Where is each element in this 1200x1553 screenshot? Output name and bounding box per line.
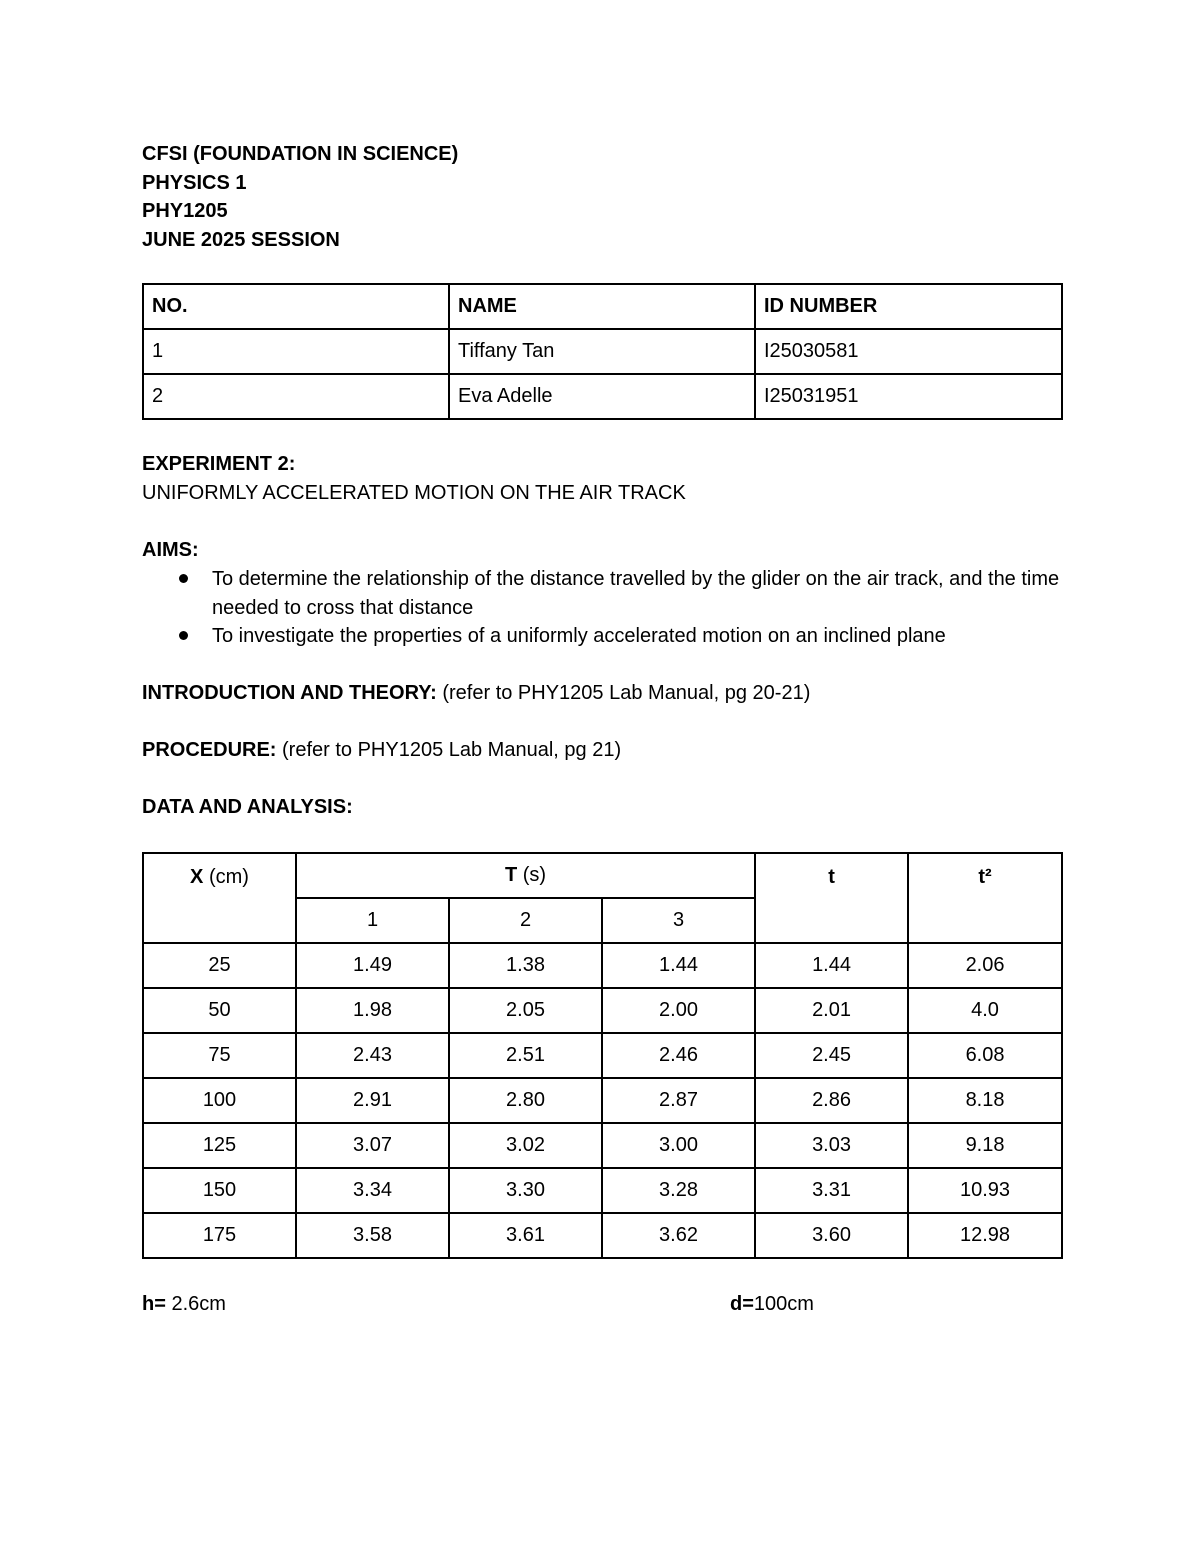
aim-text: To investigate the properties of a uniformly accelerated motion on an inclined plane — [212, 625, 946, 647]
trial-label: 1 — [296, 898, 449, 943]
member-no: 1 — [143, 329, 449, 374]
header-T-symbol: T — [504, 863, 518, 886]
cell-trial-2: 1.38 — [449, 943, 602, 988]
cell-t-avg: 2.86 — [755, 1078, 908, 1123]
subject-name: PHYSICS 1 — [142, 171, 247, 194]
data-row — [143, 943, 1062, 988]
experiment-title: UNIFORMLY ACCELERATED MOTION ON THE AIR TRACK — [142, 482, 686, 504]
aims-section — [142, 536, 1062, 651]
procedure-label: PROCEDURE: — [142, 738, 277, 761]
cell-t-avg: 3.03 — [755, 1123, 908, 1168]
cell-trial-2: 2.80 — [449, 1078, 602, 1123]
cell-t-avg: 2.45 — [755, 1033, 908, 1078]
cell-trial-3: 2.46 — [602, 1033, 755, 1078]
cell-x: 175 — [143, 1213, 296, 1258]
cell-t-squared: 9.18 — [908, 1123, 1062, 1168]
member-name: Eva Adelle — [449, 374, 755, 419]
members-header-no: NO. — [143, 284, 449, 329]
cell-t-squared: 12.98 — [908, 1213, 1062, 1258]
height-value: 2.6cm — [165, 1292, 226, 1315]
cell-trial-3: 3.00 — [602, 1123, 755, 1168]
header-x-unit: (cm) — [203, 865, 249, 888]
aim-item — [212, 622, 1062, 651]
member-id: I25030581 — [755, 329, 1062, 374]
aim-text: To determine the relationship of the distance travelled by the glider on the air track, and the time needed to cross that distance — [212, 568, 1060, 619]
cell-x: 25 — [143, 943, 296, 988]
cell-trial-2: 3.02 — [449, 1123, 602, 1168]
cell-trial-1: 2.91 — [296, 1078, 449, 1123]
height-label: h= — [142, 1292, 166, 1315]
cell-trial-2: 2.51 — [449, 1033, 602, 1078]
cell-x: 150 — [143, 1168, 296, 1213]
data-row — [143, 1213, 1062, 1258]
cell-trial-1: 3.07 — [296, 1123, 449, 1168]
header-t: t — [755, 853, 908, 943]
distance-param — [730, 1289, 814, 1319]
data-header-row — [143, 853, 1062, 898]
footer-params — [142, 1289, 1062, 1319]
cell-trial-1: 1.98 — [296, 988, 449, 1033]
cell-trial-3: 3.62 — [602, 1213, 755, 1258]
aims-label: AIMS: — [142, 539, 199, 561]
members-row — [143, 374, 1062, 419]
trial-label: 2 — [449, 898, 602, 943]
cell-x: 100 — [143, 1078, 296, 1123]
course-code: PHY1205 — [142, 200, 228, 222]
data-row — [143, 1123, 1062, 1168]
experiment-label: EXPERIMENT 2: — [142, 453, 296, 475]
height-param — [142, 1293, 226, 1315]
course-title: CFSI (FOUNDATION IN SCIENCE) — [142, 143, 459, 165]
data-analysis-section — [142, 793, 1062, 822]
cell-t-avg: 1.44 — [755, 943, 908, 988]
cell-trial-2: 3.61 — [449, 1213, 602, 1258]
cell-trial-1: 1.49 — [296, 943, 449, 988]
data-table-body — [143, 943, 1062, 1258]
cell-x: 50 — [143, 988, 296, 1033]
distance-label: d= — [730, 1292, 754, 1315]
procedure-text: (refer to PHY1205 Lab Manual, pg 21) — [276, 738, 622, 761]
members-header-name: NAME — [449, 284, 755, 329]
cell-trial-3: 2.87 — [602, 1078, 755, 1123]
cell-trial-2: 3.30 — [449, 1168, 602, 1213]
member-id: I25031951 — [755, 374, 1062, 419]
intro-text: (refer to PHY1205 Lab Manual, pg 20-21) — [436, 681, 811, 704]
header-T — [296, 853, 755, 898]
members-row — [143, 329, 1062, 374]
data-row — [143, 1033, 1062, 1078]
cell-x: 125 — [143, 1123, 296, 1168]
cell-t-avg: 2.01 — [755, 988, 908, 1033]
header-x-symbol: X — [190, 865, 204, 888]
cell-t-squared: 10.93 — [908, 1168, 1062, 1213]
trial-label: 3 — [602, 898, 755, 943]
header-t2: t² — [908, 853, 1062, 943]
document-page — [142, 140, 1062, 1319]
cell-trial-3: 2.00 — [602, 988, 755, 1033]
header-T-unit: (s) — [517, 863, 547, 886]
procedure-section — [142, 736, 1062, 765]
members-header-id: ID NUMBER — [755, 284, 1062, 329]
intro-section — [142, 679, 1062, 708]
data-row — [143, 1168, 1062, 1213]
member-no: 2 — [143, 374, 449, 419]
bullet-icon — [179, 574, 188, 583]
cell-t-avg: 3.60 — [755, 1213, 908, 1258]
data-table — [142, 852, 1063, 1259]
intro-label: INTRODUCTION AND THEORY: — [142, 681, 437, 704]
aim-item — [212, 565, 1062, 622]
cell-trial-1: 2.43 — [296, 1033, 449, 1078]
members-table — [142, 283, 1063, 420]
document-header — [142, 140, 1062, 254]
members-header-row — [143, 284, 1062, 329]
cell-x: 75 — [143, 1033, 296, 1078]
distance-value: 100cm — [753, 1292, 814, 1315]
bullet-icon — [179, 631, 188, 640]
cell-t-avg: 3.31 — [755, 1168, 908, 1213]
cell-trial-2: 2.05 — [449, 988, 602, 1033]
member-name: Tiffany Tan — [449, 329, 755, 374]
header-x — [143, 853, 296, 943]
cell-t-squared: 4.0 — [908, 988, 1062, 1033]
cell-trial-1: 3.58 — [296, 1213, 449, 1258]
session-label: JUNE 2025 SESSION — [142, 228, 340, 251]
data-row — [143, 988, 1062, 1033]
data-row — [143, 1078, 1062, 1123]
cell-t-squared: 8.18 — [908, 1078, 1062, 1123]
cell-trial-1: 3.34 — [296, 1168, 449, 1213]
cell-trial-3: 3.28 — [602, 1168, 755, 1213]
data-analysis-label: DATA AND ANALYSIS: — [142, 795, 353, 818]
aims-list — [142, 565, 1062, 651]
cell-t-squared: 2.06 — [908, 943, 1062, 988]
cell-trial-3: 1.44 — [602, 943, 755, 988]
experiment-section — [142, 450, 1062, 508]
cell-t-squared: 6.08 — [908, 1033, 1062, 1078]
